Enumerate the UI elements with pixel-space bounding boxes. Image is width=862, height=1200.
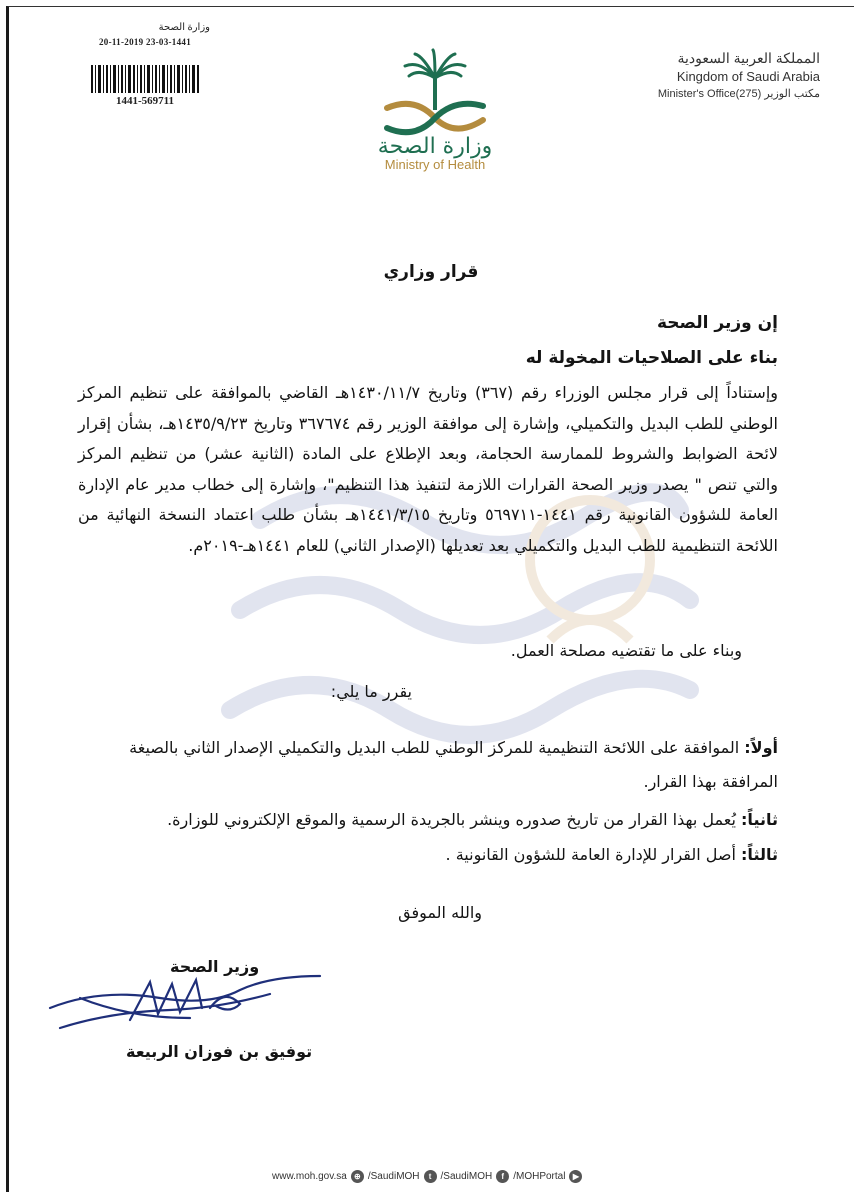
preamble-paragraph: وإستناداً إلى قرار مجلس الوزراء رقم (٣٦٧) وتاريخ ١٤٣٠/١١/٧هـ القاضي بالموافقة على تنظيم المركز الوطني للطب البديل والتكميلي، وإشارة إلى موافقة الوزير رقم ٣٦٧٦٧٤ وتاريخ ١٤٣٥/٩/٢٣هـ، بشأن إقرار لائحة الضوابط والشروط للممارسة الحجامة، وبعد الإطلاع على المادة (الثانية عشر) من تنظيم المركز والتي تنص " يصدر وزير الصحة القرارات اللازمة لتنفيذ هذا التنظيم"، وإشارة إلى خطاب مدير عام الإدارة العامة للشؤون القانونية رقم ١٤٤١-٥٦٩٧١١ وتاريخ ١٤٤١/٣/١٥هـ بشأن طلب اعتماد النسخة النهائية من اللائحة التنظيمية للطب البديل والتكميلي بعد تعديلها (الإصدار الثاني) للعام ١٤٤١هـ-٢٠١٩م. (78, 383, 779, 555)
decision-item-1 (78, 731, 778, 799)
incoming-stamp (80, 22, 210, 107)
logo-name-en: Ministry of Health (384, 157, 486, 172)
decision-item-2 (78, 803, 778, 837)
based-on-line: وبناء على ما تقتضيه مصلحة العمل. (510, 641, 742, 660)
decision-item-label: ثالثاً: (741, 845, 778, 864)
decision-item-text: يُعمل بهذا القرار من تاريخ صدوره وينشر بالجريدة الرسمية والموقع الإلكتروني للوزارة. (167, 810, 736, 829)
ministers-office: Minister's Office(275) مكتب الوزير (657, 88, 820, 100)
twitter-handle[interactable]: /SaudiMOH (367, 1171, 420, 1182)
stamp-number: 1441-569711 (115, 95, 175, 107)
barcode-icon (91, 65, 199, 93)
letterhead (630, 50, 820, 100)
signatory-title: وزير الصحة (170, 957, 260, 976)
footer-contacts (272, 1170, 582, 1183)
decides-line: يقرر ما يلي: (330, 682, 412, 701)
signatory-name: توفيق بن فوزان الربيعة (126, 1042, 313, 1061)
ministry-logo (360, 48, 510, 188)
handwritten-signature-icon (40, 968, 330, 1038)
decision-item-text: الموافقة على اللائحة التنظيمية للمركز الوطني للطب البديل والتكميلي الإصدار الثاني بالصيغة المرافقة بهذا القرار. (129, 738, 778, 791)
logo-name-ar: وزارة الصحة (377, 134, 493, 159)
decision-item-label: ثانياً: (741, 810, 778, 829)
stamp-dates: 20-11-2019 23-03-1441 (98, 37, 192, 47)
palm-swords-emblem-icon (375, 48, 495, 138)
facebook-handle[interactable]: /SaudiMOH (440, 1171, 493, 1182)
closing-line: والله الموفق (398, 903, 482, 922)
stamp-org: وزارة الصحة (158, 22, 210, 33)
authority-heading: بناء على الصلاحيات المخولة له (525, 348, 778, 368)
decision-item-label: أولاً: (744, 738, 778, 757)
decision-item-3 (78, 838, 778, 872)
page-title: قرار وزاري (383, 262, 479, 282)
issuer-heading: إن وزير الصحة (656, 313, 778, 333)
youtube-handle[interactable]: /MOHPortal (513, 1171, 566, 1182)
website-link[interactable]: www.moh.gov.sa (272, 1171, 347, 1182)
twitter-icon: t (424, 1170, 437, 1183)
kingdom-name-en: Kingdom of Saudi Arabia (676, 69, 820, 84)
kingdom-name-ar: المملكة العربية السعودية (677, 50, 820, 66)
website-icon: ⊕ (351, 1170, 364, 1183)
facebook-icon: f (496, 1170, 509, 1183)
youtube-icon: ▶ (569, 1170, 582, 1183)
decision-item-text: أصل القرار للإدارة العامة للشؤون القانونية . (445, 845, 736, 864)
